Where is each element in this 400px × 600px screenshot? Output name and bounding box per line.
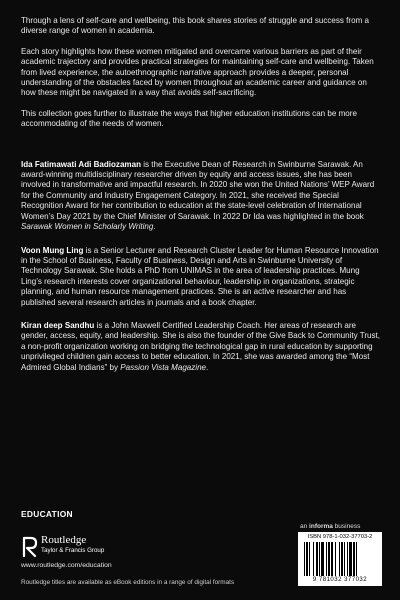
informa-business-label [300, 523, 360, 530]
informa-prefix: an [300, 523, 310, 530]
magazine-title-italic: Passion Vista Magazine [120, 362, 207, 372]
isbn-number: ISBN 978-1-032-37703-2 [307, 534, 373, 540]
author-bio-1 [21, 160, 381, 233]
ebook-note: Routledge titles are available as eBook editions in a range of digital formats [21, 579, 235, 586]
author-bio-tail-1: . [153, 222, 156, 232]
book-title-italic: Sarawak Women in Scholarly Writing [21, 222, 154, 232]
author-bio-text-2: is a Senior Lecturer and Research Cluster Leader for Human Resource Innovation in the School of Business, Faculty of Business, Design and Arts in Swinburne University of Technology Sarawak. She holds a PhD from UNIMAS in the area of leadership practices. Mung Ling’s research interests cover organizational behaviour, leadership in organizations, strategic planning, and human resource management practices. She is an active researcher and has published several research articles in journals and a book chapter. [21, 245, 379, 307]
routledge-logo-icon [21, 534, 38, 558]
subject-category: EDUCATION [21, 509, 73, 519]
blurb-paragraph-3: This collection goes further to illustrate the ways that higher education institutions can be more accommodating of the needs of women. [21, 108, 357, 129]
publisher-url: www.routledge.com/education [21, 562, 112, 569]
blurb-paragraph-1: Through a lens of self-care and wellbeing, this book shares stories of struggle and success from a diverse range of women in academia. [21, 16, 369, 36]
author-bio-text-1: is the Executive Dean of Research in Swinburne Sarawak. An award-winning multidisciplinary researcher driven by equity and access issues, she has been involved in transformative and impactful research. In 2020 she won the United Nations’ WEP Award for the Community and Industry Engagement Category. In 2021, she received the Special Recognition Award for her contribution to education at the state-level celebration of International Women’s Day 2021 by the Chief Minister of Sarawak. In 2022 Dr Ida was highlighted in the book [21, 159, 375, 221]
author-bio-tail-3: . [206, 362, 209, 372]
author-bio-text-3: is a John Maxwell Certified Leadership Coach. Her areas of research are gender, access, equity, and leadership. She is also the founder of the Give Back to Community Trust, a non-profit organization working on bridging the technological gap in rural education by supporting unprivileged children gain access to better education. In 2021, she was awarded among the “Most Admired Global Indians” by [21, 320, 381, 372]
author-bio-2 [21, 246, 381, 308]
blurb-paragraph-2: Each story highlights how these women mitigated and overcame various barriers as part of their academic trajectory and provides practical strategies for maintaining self-care and wellbeing. Taken from lived experience, the autoethnographic narrative approach provides a deeper, personal understanding of the obstacles faced by women throughout an academic career and guidance on how these might be navigated in a way that avoids self-sacrificing. [21, 46, 374, 98]
informa-brand: informa [309, 523, 333, 530]
author-bio-3 [21, 321, 381, 373]
publisher-name: Routledge [41, 534, 87, 546]
barcode-digits: 9 781032 377032 [312, 577, 368, 583]
blurb [21, 16, 381, 130]
author-name-3: Kiran deep Sandhu [21, 320, 95, 330]
isbn-barcode [298, 532, 382, 586]
publisher-group: Taylor & Francis Group [41, 547, 105, 554]
author-bios [21, 160, 381, 373]
author-name-2: Voon Mung Ling [21, 245, 84, 255]
barcode-bars [304, 542, 376, 576]
author-name-1: Ida Fatimawati Adi Badiozaman [21, 159, 141, 169]
back-cover-text [21, 16, 381, 386]
informa-suffix: business [332, 523, 361, 530]
